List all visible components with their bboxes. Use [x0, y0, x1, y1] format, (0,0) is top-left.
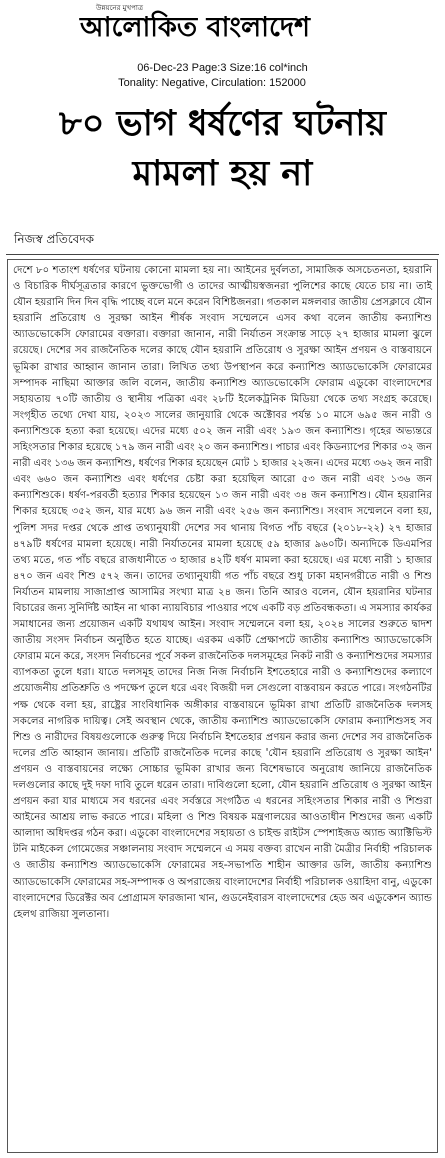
article-body-frame: [7, 259, 438, 1153]
masthead-tagline: উন্নয়নের মুখপাত্র: [96, 4, 144, 12]
byline: নিজস্ব প্রতিবেদক: [14, 232, 95, 246]
byline-divider: [6, 254, 439, 255]
masthead: [0, 0, 445, 60]
article-headline: [0, 98, 445, 198]
article-body-text: দেশে ৮০ শতাংশ ধর্ষণের ঘটনায় কোনো মামলা হয় না। আইনের দুর্বলতা, সামাজিক অসচেতনতা, হয়রানি ও বিচারিক দীর্ঘসূত্রতার কারণে ভুক্তভোগী ও তাদের আত্মীয়স্বজনরা পুলিশের কাছে যেতে চায় না। তাই যৌন হয়রানি দিন দিন বৃদ্ধি পাচ্ছে বলে মনে করেন বিশিষ্টজনরা। গতকাল মঙ্গলবার জাতীয় প্রেসক্লাবে যৌন হয়রানি প্রতিরোধ ও সুরক্ষা আইন শীর্ষক সংবাদ সম্মেলনে এসব কথা বলেন জাতীয় কন্যাশিশু অ্যাডভোকেসি ফোরামের বক্তারা। বক্তারা জানান, নারী নির্যাতন সংক্রান্ত সাড়ে ২৭ হাজার মামলা ঝুলে রয়েছে। দেশের সব রাজনৈতিক দলের কাছে যৌন হয়রানি প্রতিরোধ ও সুরক্ষা আইন প্রণয়ন ও বাস্তবায়নে ভূমিকা রাখার আহ্বান জানান তারা। লিখিত তথ্য উপস্থাপন করে কন্যাশিশু অ্যাডভোকেসি ফোরামের সম্পাদক নাছিমা আক্তার জলি বলেন, জাতীয় কন্যাশিশু অ্যাডভোকেসি ফোরাম এডুকো বাংলাদেশের সহায়তায় ৭০টি জাতীয় ও স্থানীয় পত্রিকা এবং ২৮টি ইলেকট্রনিক মিডিয়া থেকে তথ্য সংগ্রহ করেছে। সংগৃহীত তথ্যে দেখা যায়, ২০২৩ সালের জানুয়ারি থেকে অক্টোবর পর্যন্ত ১০ মাসে ৬৯৫ জন নারী ও কন্যাশিশুকে হত্যা করা হয়েছে। এদের মধ্যে ৫০২ জন নারী এবং ১৯৩ জন কন্যাশিশু। গৃহের অভ্যন্তরে সহিংসতার শিকার হয়েছে ১৭৯ জন নারী এবং ২০ জন কন্যাশিশু। পাচার এবং কিডন্যাপের শিকার ৩২ জন নারী এবং ১৩৬ জন কন্যাশিশু, ধর্ষণের শিকার হয়েছেন মোট ১ হাজার ২২জন। এদের মধ্যে ৩৬২ জন নারী এবং ৬৬০ জন কন্যাশিশু এবং ধর্ষণের চেষ্টা করা হয়েছিল আরো ৫৩ জন নারী এবং ১৩৬ জন কন্যাশিশুকে। ধর্ষণ-পরবর্তী হত্যার শিকার হয়েছেন ১৩ জন নারী এবং ৩৪ জন কন্যাশিশু। যৌন হয়রানির শিকার হয়েছে ৩৫২ জন, যার মধ্যে ৯৬ জন নারী এবং ২৫৬ জন কন্যাশিশু। সংবাদ সম্মেলনে বলা হয়, পুলিশ সদর দপ্তর থেকে প্রাপ্ত তথ্যানুযায়ী দেশের সব থানায় বিগত পাঁচ বছরে (২০১৮-২২) ২৭ হাজার ৪৭৯টি ধর্ষণের মামলা হয়েছে। নারী নির্যাতনের মামলা হয়েছে ৫৯ হাজার ৯৬০টি। অন্যদিকে ডিএমপির তথ্য মতে, গত পাঁচ বছরে রাজধানীতে ৩ হাজার ৪২টি ধর্ষণ মামলা করা হয়েছে। এর মধ্যে নারী ১ হাজার ৪৭০ জন এবং শিশু ৫৭২ জন। তাদের তথ্যানুযায়ী গত পাঁচ বছরে শুধু ঢাকা মহানগরীতে নারী ও শিশু নির্যাতন মামলায় সাজাপ্রাপ্ত আসামির সংখ্যা মাত্র ২৪ জন। তিনি আরও বলেন, যৌন হয়রানির ঘটনার বিচারের জন্য সুনির্দিষ্ট আইন না থাকা ন্যায়বিচার পাওয়ার পথে একটি বড় প্রতিবন্ধকতা। এ সমস্যার কার্যকর সমাধানের জন্য প্রয়োজন একটি যথাযথ আইন। সংবাদ সম্মেলনে বলা হয়, ২০২৪ সালের শুরুতে দ্বাদশ জাতীয় সংসদ নির্বাচন অনুষ্ঠিত হতে যাচ্ছে। এরকম একটি প্রেক্ষাপটে জাতীয় কন্যাশিশু অ্যাডভোকেসি ফোরাম মনে করে, সংসদ নির্বাচনের পূর্বে সকল রাজনৈতিক দলসমূহের নিকট নারী ও কন্যাশিশুদের সমস্যার ব্যাপকতা তুলে ধরা। যাতে দলসমূহ তাদের নিজ নিজ নির্বাচনি ইশতেহারে নারী ও কন্যাশিশুদের কল্যাণে প্রয়োজনীয় প্রতিশ্রুতি ও পদক্ষেপ তুলে ধরে এবং বিজয়ী দল সেগুলো বাস্তবায়ন করতে পারে। সংগঠনটির পক্ষ থেকে বলা হয়, রাষ্ট্রের সাংবিধানিক অঙ্গীকার বাস্তবায়নে ভূমিকা রাখা প্রতিটি রাজনৈতিক দলসহ সকলের নাগরিক দায়িত্ব। সেই অবস্থান থেকে, জাতীয় কন্যাশিশু অ্যাডভোকেসি ফোরাম কন্যাশিশুসহ সব শিশু ও নারীদের বিষয়গুলোকে গুরুত্ব দিয়ে নির্বাচনি ইশতেহার প্রণয়ন করার জন্য দেশের সব রাজনৈতিক দলের প্রতি আহ্বান জানায়। প্রতিটি রাজনৈতিক দলের কাছে 'যৌন হয়রানি প্রতিরোধ ও সুরক্ষা আইন' প্রণয়ন ও বাস্তবায়নের লক্ষ্যে সোচ্চার ভূমিকা রাখার জন্য বিশেষভাবে অনুরোধ জানিয়ে রাজনৈতিক দলগুলোর কাছে দুই দফা দাবি তুলে ধরেন তারা। দাবিগুলো হলো, যৌন হয়রানি প্রতিরোধ ও সুরক্ষা আইন প্রণয়ন করা যার মাধ্যমে সব ধরনের এবং সর্বস্তরে সংগঠিত এ ধরনের সহিংসতার শিকার নারী ও শিশুরা আইনের আশ্রয় লাভ করতে পারে। মহিলা ও শিশু বিষয়ক মন্ত্রণালয়ের আওতাধীন শিশুদের জন্য একটি আলাদা অধিদপ্তর গঠন করা। এডুকো বাংলাদেশের সহায়তা ও চাইল্ড রাইটস স্পেশাইজড অ্যান্ড অ্যাক্টিভিস্ট টনি মাইকেল গোমেজের সঞ্চালনায় সংবাদ সম্মেলনে এ সময় বক্তব্য রাখেন নারী মৈত্রীর নির্বাহী পরিচালক ও জাতীয় কন্যাশিশু অ্যাডভোকেসি ফোরামের সহ-সভাপতি শাহীন আক্তার ডলি, জাতীয় কন্যাশিশু অ্যাডভোকেসি ফোরামের সহ-সম্পাদক ও অপরাজেয় বাংলাদেশের নির্বাহী পরিচালক ওয়াহিদা বানু, এডুকো বাংলাদেশের ডিরেক্টর অব প্রোগ্রামস ফারজানা খান, গুডনেইবারস বাংলাদেশের হেড অব এডুকেশন অ্যান্ড হেলথ রাজিয়া সুলতানা।: [13, 265, 432, 920]
headline-line-1: ৮০ ভাগ ধর্ষণের ঘটনায়: [59, 103, 386, 144]
clipping-meta-date-page: 06-Dec-23 Page:3 Size:16 col*inch: [137, 62, 308, 74]
clipping-meta-tonality: Tonality: Negative, Circulation: 152000: [118, 77, 306, 89]
headline-line-2: মামলা হয় না: [132, 153, 313, 194]
newspaper-name-logo: আলোকিত বাংলাদেশ: [80, 12, 310, 43]
